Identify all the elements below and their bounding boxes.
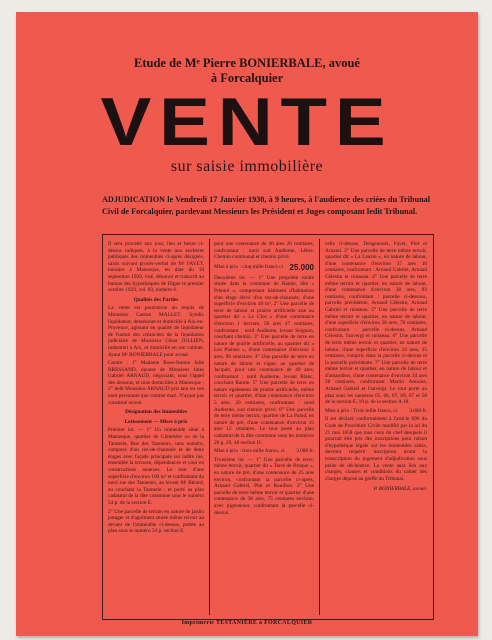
premier-lot-text: Premier lot. — 1° Un immeuble situé à Manosque, quartier de Cimetière ou de la Tannerie, Rue des Tanneurs, sans numéro, composé d'un rez-de-chaussée et de deux étages avec façade principale sur ladite rue, ensemble la terrasse, dépendances et cour en constructions annexes. Le tout d'une superficie d'environ 100 m² et confrontant du nord rue des Tanneurs, au levant Mᵉ Bérard, au couchant la Tannerie ; et porté au plan cadastral de la dite commune sous le numéro 54 p. de la section E. [108,427,204,506]
column-1 [108,241,204,613]
column-2-intro: pour une contenance de 46 ares 20 centiares, confrontant : nord sud Audierne, Lèbre. Chemin communal et chemin privé. [214,241,314,261]
heading-lotissement: Lotissement — Mises à prix [124,418,188,425]
column-separator-2 [319,239,320,615]
column-separator-1 [209,239,210,615]
mise-a-prix-label-1: Mise à prix : cinq mille francs ci [214,264,283,271]
text-columns-frame [102,234,434,620]
poster-subtitle: sur saisie immobilière [170,158,324,175]
column-3-text-2: Il est déclaré conformément à l'article 696 du Code de Procédure Civile modifié par la loi du 21 mai 1858 que tous ceux du chef desquels il pourrait être pris des inscriptions pour raison d'hypothèque légale sur les immeubles saisis, devront requérir inscription avant la transcription du jugement d'adjudication sous peine de déchéance. La vente aura lieu aux charges, clauses et conditions du cahier des charges déposé au greffe du Tribunal. [325,416,427,482]
avoue-signature: P. BONIERBALE, avoué. [373,486,427,493]
mise-a-prix-row-1 [214,263,314,273]
column-1-intro: Il sera procédé aux jour, lieu et heure ci-dessus indiqués, à la vente aux enchères publiques des immeubles ci-après désignés, saisis suivant procès-verbal de Mᵉ FAYET, huissier à Manosque, en date du 18 septembre 1929, visé, dénoncé et transcrit au bureau des hypothèques de Digne le premier octobre 1929, vol. 83, numéro 6. [108,241,204,294]
column-3 [325,241,427,613]
mise-a-prix-value-1: 25.000 [289,262,314,272]
poster-title: VENTE [100,84,394,160]
column-3-text-1: celle ci-dessus, Desgenoulx, Fayet, Plot et Arnaud. 3° Une parcelle de terre même terroir, quartier dit « La Lauzie », en nature de labour, d'une contenance d'environ 37 ares 16 centiares, confrontant : Arnaud Gabriel, Arnaud Célestin et ruisseau. 4° Une parcelle de terre même terroir et quartier, en nature de labour, d'une contenance d'environ 38 ares, 93 centiares, confrontant : parcelle ci-dessous, parcelle précédente, Arnaud Célestin, Arnaud Gabriel et ruisseau. 5° Une parcelle de terre même terroir et quartier, en nature de labour, d'une superficie d'environ 38 ares, 70 centiares, confrontant : parcelle ci-dessus, Arnaud Célestin, l'auvergt et ruisseau. 6° Une parcelle de terre même terroir et quartier, en nature de labour, d'une superficie d'environ 34 ares, 35 centiares, compris dans la parcelle ci-dessus et la parcelle précédente. 7° Une parcelle de terre même terroir et quartier, en nature de labour et d'amandiers, d'une contenance d'environ 34 ares 28 centiares, confrontant Martin Antoine, Arnaud Gabriel et l'auvergt. Le tout porté au plan sous les numéros 65, 66, 67, 68, 67 et 58 de la section E, 19 p. de la section A 18. [325,241,427,406]
adjudication-paragraph: ADJUDICATION le Vendredi 17 Janvier 1930, à 9 heures, à l'audience des criées du Tribunal Civil de Forcalquier, pardevant Messieurs les Président et Juges composant ledit Tribunal. [102,195,430,216]
deuxieme-lot-text: Deuxième lot. — 1° Une propriété rurale située dans la commune de Ramie, dite « Prieuré », comprenant bâtiment d'habitation d'un étage élevé d'un rez-de-chaussée, d'une superficie d'environ 40 m². 2° Une parcelle de terre de labour et prairie artificielle sise au quartier dit « Le Clos » d'une contenance d'environ 1 hectare, 58 ares 47 centiares, confrontant : nord Audierne, levant Seignon, couchant chemin. 3° Une parcelle de terre en nature de prairie artificielle, au quartier dit « Les Plaines », d'une contenance d'environ 4 ares, 96 centiares. 4° Une parcelle de terre en nature de labour et vigne, au quartier de Jacquet, pour une contenance de 49 ares, confrontant : nord Audierne, levant Blanc, couchant Ramie. 5° Une parcelle de terre en nature également de prairie artificielle, même terroir et quartier, d'une contenance d'environ 5 ares, 20 centiares, confrontant : nord Audierne, sud chemin privé. 6° Une parcelle de terre même terroir, quartier de La Palud, en nature de pré, d'une contenance d'environ 15 ares 12 centiares. Le tout porté au plan cadastral de la dite commune sous les numéros 28 p, 29, 48 section D. [214,274,314,446]
column-2 [214,241,314,613]
etude-line-2: à Forcalquier [210,71,284,85]
mise-a-prix-label-2: Mise à prix : trois mille francs, ci [214,448,285,455]
mise-a-prix-label-3: Mise à prix : Trois mille francs, ci [325,407,398,414]
mise-a-prix-value-3: 3.000 fr. [409,407,427,414]
mise-a-prix-row-2 [214,448,314,455]
troisieme-lot-text: Troisième lot. — 1° Une parcelle de terre, même terroir, quartier dit « Terre de Braque », en nature de pré, d'une contenance de 25 ares environ, confrontant la parcelle ci-après, Arnaud Gabriel, Plot et Rouillon. 2° Une parcelle de terre même terroir et quartier d'une contenance de 38 ares, 75 centiares environ, avec pigeonnier, confrontant la parcelle ci-dessus. [214,456,314,516]
etude-header [16,56,478,86]
heading-parties: Qualités des Parties [133,296,179,303]
contre-text: Contre : 1° Madame Rose-Jeanne Julie BRESSAND, épouse de Monsieur Jules Gabriel ARNAUD, négociant, sous l'appel des dessous, et tous domiciliés à Manosque ; 2° ledit Monsieur ARNAUD pris tant en son nom personnel que comme mari. N'ayant pas constitué avoué. [108,360,204,406]
deuxieme-parcelle-text: 2° Une parcelle de terrain en nature de jardin potager et d'agrément située même terroir au devant de l'immeuble ci-dessus, portée au plan sous le numéro 54 p. section E. [108,508,204,535]
mise-a-prix-value-2: 3.000 fr. [296,448,314,455]
imprimerie-footer: Imprimerie TESTANIÈRE à FORCALQUIER [181,620,313,626]
poster-sheet [16,12,478,636]
heading-designation: Désignation des Immeubles [125,409,187,416]
mise-a-prix-row-3 [325,408,427,415]
parties-text: La vente est poursuivie au requis de Monsieur Gaston MALLET, Syndic liquidateur, demeurant et domicilié à Aix-en-Provence, agissant en qualité de liquidateur de l'union des créanciers de la liquidation judiciaire de Monsieur César JULLIEN, industriel à Aix, et domicilié en son cabinet. Ayant Mᵉ BONIERBALE pour avoué. [108,305,204,358]
etude-line-1: Etude de Mᵉ Pierre BONIERBALE, avoué [134,56,360,70]
